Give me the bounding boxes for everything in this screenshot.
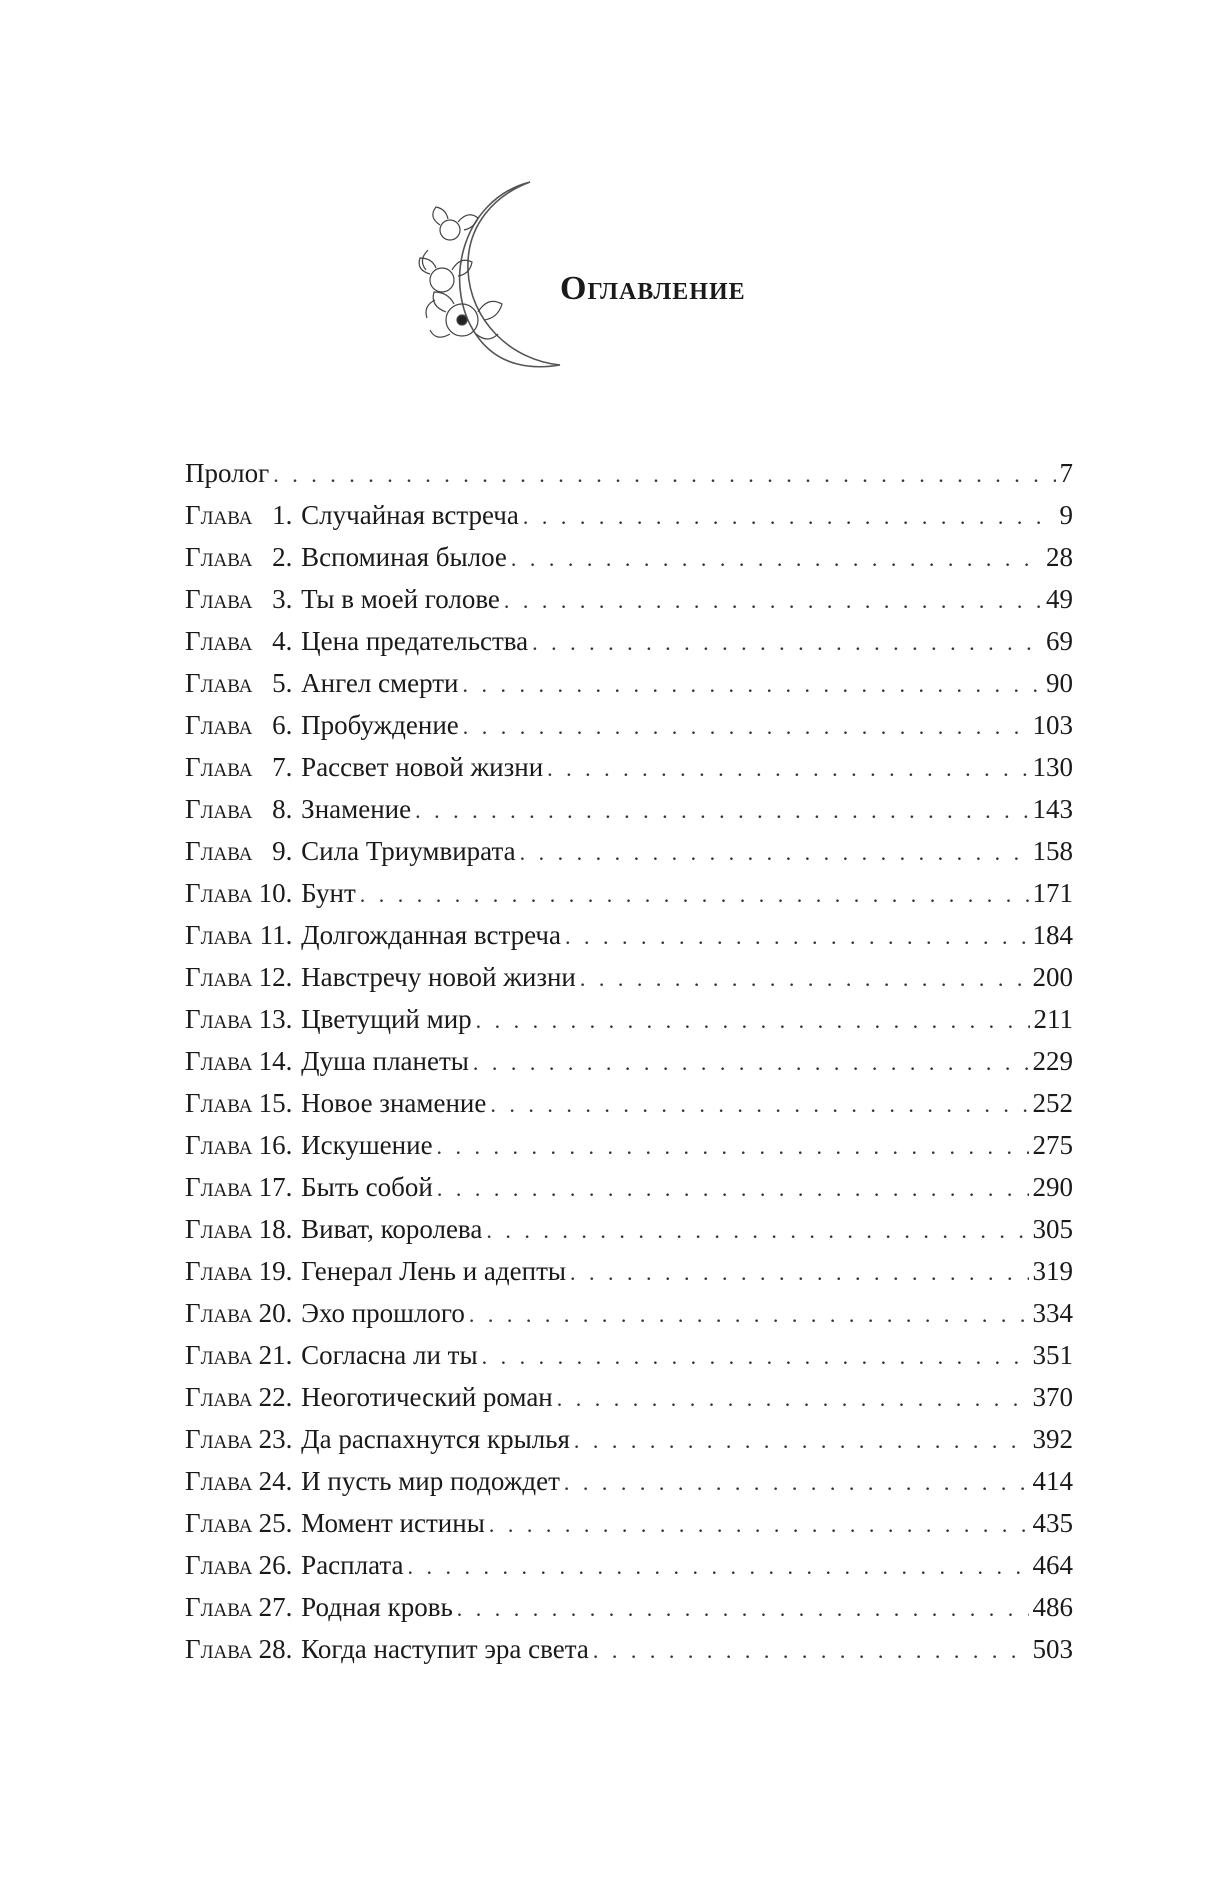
dot-leader — [511, 538, 1042, 580]
dot-leader — [473, 1042, 1029, 1084]
chapter-number: 6. — [272, 710, 293, 740]
toc-page-number: 69 — [1046, 626, 1073, 656]
chapter-number: 7. — [272, 752, 293, 782]
dot-leader — [482, 1336, 1029, 1378]
toc-row-chapter[interactable] — [185, 620, 1073, 662]
dot-leader — [489, 1504, 1029, 1546]
toc-page-number: 200 — [1032, 962, 1073, 992]
toc-entry-title: Пролог — [185, 458, 270, 488]
chapter-title: Знамение — [301, 794, 412, 824]
chapter-word: Глава — [185, 1550, 253, 1580]
dot-leader — [564, 1462, 1029, 1504]
chapter-number: 28. — [258, 1634, 293, 1664]
chapter-number: 19. — [258, 1256, 293, 1286]
toc-row-chapter[interactable] — [185, 1250, 1073, 1292]
toc-page-number: 28 — [1046, 542, 1073, 572]
chapter-word: Глава — [185, 626, 253, 656]
chapter-word: Глава — [185, 1424, 253, 1454]
toc-page-number: 503 — [1032, 1634, 1073, 1664]
chapter-title: Неоготический роман — [301, 1382, 553, 1412]
toc-entry-title — [185, 1544, 403, 1586]
toc-entry-title — [185, 788, 411, 830]
toc-row-chapter[interactable] — [185, 788, 1073, 830]
chapter-title: Цветущий мир — [301, 1004, 472, 1034]
toc-row-chapter[interactable] — [185, 1208, 1073, 1250]
table-of-contents — [185, 452, 1073, 1670]
dot-leader — [486, 1210, 1028, 1252]
dot-leader — [437, 1168, 1029, 1210]
toc-row-chapter[interactable] — [185, 830, 1073, 872]
chapter-word: Глава — [185, 920, 253, 950]
toc-page-number: 414 — [1032, 1466, 1073, 1496]
toc-page-number: 143 — [1032, 794, 1073, 824]
chapter-word: Глава — [185, 1004, 253, 1034]
toc-entry-title — [185, 1586, 453, 1628]
toc-entry-title — [185, 578, 500, 620]
dot-leader — [532, 622, 1042, 664]
toc-row-chapter[interactable] — [185, 1502, 1073, 1544]
chapter-word: Глава — [185, 794, 253, 824]
chapter-title: Ты в моей голове — [301, 584, 500, 614]
dot-leader — [437, 1126, 1029, 1168]
toc-page-number: 49 — [1046, 584, 1073, 614]
toc-entry-title — [185, 1460, 560, 1502]
chapter-title: Искушение — [301, 1130, 433, 1160]
chapter-title: Новое знамение — [301, 1088, 487, 1118]
toc-row-chapter[interactable] — [185, 1166, 1073, 1208]
toc-entry-title — [185, 1334, 478, 1376]
chapter-title: Пробуждение — [301, 710, 459, 740]
dot-leader — [520, 832, 1029, 874]
chapter-number: 27. — [258, 1592, 293, 1622]
toc-page-number: 103 — [1032, 710, 1073, 740]
chapter-word: Глава — [185, 1088, 253, 1118]
toc-row-chapter[interactable] — [185, 1418, 1073, 1460]
chapter-number: 10. — [258, 878, 293, 908]
toc-entry-title — [185, 914, 561, 956]
chapter-title: Случайная встреча — [301, 500, 519, 530]
crescent-moon-flowers-icon — [400, 170, 580, 380]
toc-entry-title — [185, 1418, 570, 1460]
chapter-number: 12. — [258, 962, 293, 992]
toc-page-number: 486 — [1032, 1592, 1073, 1622]
chapter-word: Глава — [185, 1508, 253, 1538]
chapter-title: Согласна ли ты — [301, 1340, 478, 1370]
toc-row-chapter[interactable] — [185, 1586, 1073, 1628]
chapter-title: Ангел смерти — [301, 668, 459, 698]
toc-page-number: 351 — [1032, 1340, 1073, 1370]
toc-row-chapter[interactable] — [185, 872, 1073, 914]
chapter-word: Глава — [185, 1592, 253, 1622]
chapter-number: 26. — [258, 1550, 293, 1580]
chapter-number: 11. — [259, 920, 293, 950]
dot-leader — [273, 454, 1055, 496]
dot-leader — [557, 1378, 1029, 1420]
dot-leader — [457, 1588, 1029, 1630]
chapter-number: 13. — [258, 1004, 293, 1034]
dot-leader — [415, 790, 1028, 832]
toc-row-chapter[interactable] — [185, 578, 1073, 620]
toc-page-number: 464 — [1032, 1550, 1073, 1580]
chapter-title: Вспоминая былое — [301, 542, 507, 572]
chapter-title: Душа планеты — [301, 1046, 469, 1076]
chapter-word: Глава — [185, 1340, 253, 1370]
toc-page-number: 435 — [1032, 1508, 1073, 1538]
chapter-word: Глава — [185, 710, 253, 740]
chapter-number: 14. — [258, 1046, 293, 1076]
toc-row-chapter[interactable] — [185, 1040, 1073, 1082]
dot-leader — [469, 1294, 1029, 1336]
dot-leader — [407, 1546, 1028, 1588]
toc-entry-title — [185, 494, 519, 536]
toc-row-chapter[interactable] — [185, 536, 1073, 578]
toc-row-chapter[interactable] — [185, 746, 1073, 788]
toc-page-number: 334 — [1032, 1298, 1073, 1328]
toc-row-chapter[interactable] — [185, 1082, 1073, 1124]
dot-leader — [580, 958, 1029, 1000]
toc-entry-title — [185, 872, 356, 914]
chapter-title: Виват, королева — [301, 1214, 483, 1244]
chapter-word: Глава — [185, 542, 253, 572]
toc-entry-title — [185, 1166, 433, 1208]
toc-entry-title — [185, 620, 528, 662]
toc-row-chapter[interactable] — [185, 1544, 1073, 1586]
chapter-word: Глава — [185, 1382, 253, 1412]
toc-page-number: 7 — [1059, 458, 1073, 488]
toc-row-chapter[interactable] — [185, 1376, 1073, 1418]
chapter-title: Цена предательства — [301, 626, 529, 656]
chapter-word: Глава — [185, 1634, 253, 1664]
toc-entry-title — [185, 998, 472, 1040]
chapter-title: Да распахнутся крылья — [301, 1424, 570, 1454]
dot-leader — [360, 874, 1029, 916]
toc-entry-title — [185, 1292, 465, 1334]
toc-row-chapter[interactable] — [185, 1628, 1073, 1670]
chapter-word: Глава — [185, 1172, 253, 1202]
toc-row-chapter[interactable] — [185, 494, 1073, 536]
chapter-list — [185, 494, 1073, 1670]
chapter-word: Глава — [185, 500, 253, 530]
toc-entry-title — [185, 1040, 469, 1082]
chapter-word: Глава — [185, 752, 253, 782]
dot-leader — [547, 748, 1028, 790]
toc-row-prologue[interactable] — [185, 452, 1073, 494]
page-title: Оглавление — [560, 270, 746, 307]
chapter-title: Быть собой — [301, 1172, 433, 1202]
dot-leader — [574, 1420, 1029, 1462]
chapter-number: 16. — [258, 1130, 293, 1160]
chapter-title: Долгожданная встреча — [301, 920, 561, 950]
chapter-number: 24. — [258, 1466, 293, 1496]
chapter-word: Глава — [185, 1256, 253, 1286]
chapter-title: Эхо прошлого — [301, 1298, 465, 1328]
chapter-number: 5. — [272, 668, 293, 698]
toc-page-number: 158 — [1032, 836, 1073, 866]
toc-entry-title — [185, 1628, 589, 1670]
toc-row-chapter[interactable] — [185, 956, 1073, 998]
chapter-number: 15. — [258, 1088, 293, 1118]
toc-header — [400, 170, 840, 380]
chapter-title: И пусть мир подождет — [301, 1466, 560, 1496]
chapter-title: Бунт — [301, 878, 356, 908]
chapter-number: 2. — [272, 542, 293, 572]
chapter-title: Момент истины — [301, 1508, 485, 1538]
chapter-number: 25. — [258, 1508, 293, 1538]
toc-row-chapter[interactable] — [185, 914, 1073, 956]
chapter-number: 22. — [258, 1382, 293, 1412]
dot-leader — [476, 1000, 1030, 1042]
toc-page-number: 90 — [1046, 668, 1073, 698]
toc-page-number: 392 — [1032, 1424, 1073, 1454]
toc-entry-title — [185, 746, 543, 788]
chapter-word: Глава — [185, 836, 253, 866]
toc-page-number: 305 — [1032, 1214, 1073, 1244]
chapter-title: Расплата — [301, 1550, 404, 1580]
dot-leader — [463, 664, 1043, 706]
toc-entry-title — [185, 1502, 485, 1544]
dot-leader — [523, 496, 1056, 538]
chapter-number: 1. — [272, 500, 293, 530]
chapter-number: 17. — [258, 1172, 293, 1202]
chapter-word: Глава — [185, 1298, 253, 1328]
chapter-number: 9. — [272, 836, 293, 866]
toc-row-chapter[interactable] — [185, 1460, 1073, 1502]
toc-entry-title — [185, 704, 459, 746]
toc-page-number: 252 — [1032, 1088, 1073, 1118]
chapter-word: Глава — [185, 1466, 253, 1496]
toc-page-number: 130 — [1032, 752, 1073, 782]
chapter-word: Глава — [185, 962, 253, 992]
toc-page-number: 229 — [1032, 1046, 1073, 1076]
chapter-title: Родная кровь — [301, 1592, 453, 1622]
chapter-number: 20. — [258, 1298, 293, 1328]
toc-entry-title — [185, 1376, 553, 1418]
toc-page-number: 211 — [1033, 1004, 1073, 1034]
toc-row-chapter[interactable] — [185, 704, 1073, 746]
toc-row-chapter[interactable] — [185, 998, 1073, 1040]
chapter-title: Рассвет новой жизни — [301, 752, 544, 782]
toc-row-chapter[interactable] — [185, 1334, 1073, 1376]
toc-page-number: 275 — [1032, 1130, 1073, 1160]
toc-page-number: 290 — [1032, 1172, 1073, 1202]
chapter-word: Глава — [185, 668, 253, 698]
toc-page-number: 171 — [1032, 878, 1073, 908]
toc-entry-title — [185, 956, 576, 998]
chapter-number: 18. — [258, 1214, 293, 1244]
dot-leader — [504, 580, 1042, 622]
chapter-number: 4. — [272, 626, 293, 656]
toc-row-chapter[interactable] — [185, 662, 1073, 704]
chapter-title: Генерал Лень и адепты — [301, 1256, 567, 1286]
toc-page-number: 370 — [1032, 1382, 1073, 1412]
dot-leader — [463, 706, 1029, 748]
toc-row-chapter[interactable] — [185, 1292, 1073, 1334]
chapter-number: 21. — [258, 1340, 293, 1370]
dot-leader — [593, 1630, 1029, 1672]
toc-entry-title — [185, 1208, 482, 1250]
toc-entry-title — [185, 1250, 566, 1292]
toc-entry-title — [185, 536, 507, 578]
chapter-title: Когда наступит эра света — [301, 1634, 589, 1664]
chapter-number: 8. — [272, 794, 293, 824]
chapter-number: 23. — [258, 1424, 293, 1454]
toc-page-number: 319 — [1032, 1256, 1073, 1286]
chapter-title: Навстречу новой жизни — [301, 962, 576, 992]
toc-entry-title — [185, 830, 516, 872]
chapter-word: Глава — [185, 584, 253, 614]
toc-entry-title — [185, 1082, 486, 1124]
toc-page-number: 184 — [1032, 920, 1073, 950]
toc-row-chapter[interactable] — [185, 1124, 1073, 1166]
toc-page-number: 9 — [1059, 500, 1073, 530]
dot-leader — [570, 1252, 1028, 1294]
chapter-number: 3. — [272, 584, 293, 614]
toc-entry-title — [185, 1124, 433, 1166]
dot-leader — [490, 1084, 1028, 1126]
chapter-word: Глава — [185, 878, 253, 908]
chapter-word: Глава — [185, 1214, 253, 1244]
chapter-title: Сила Триумвирата — [301, 836, 516, 866]
chapter-word: Глава — [185, 1130, 253, 1160]
dot-leader — [565, 916, 1029, 958]
toc-entry-title — [185, 662, 459, 704]
chapter-word: Глава — [185, 1046, 253, 1076]
